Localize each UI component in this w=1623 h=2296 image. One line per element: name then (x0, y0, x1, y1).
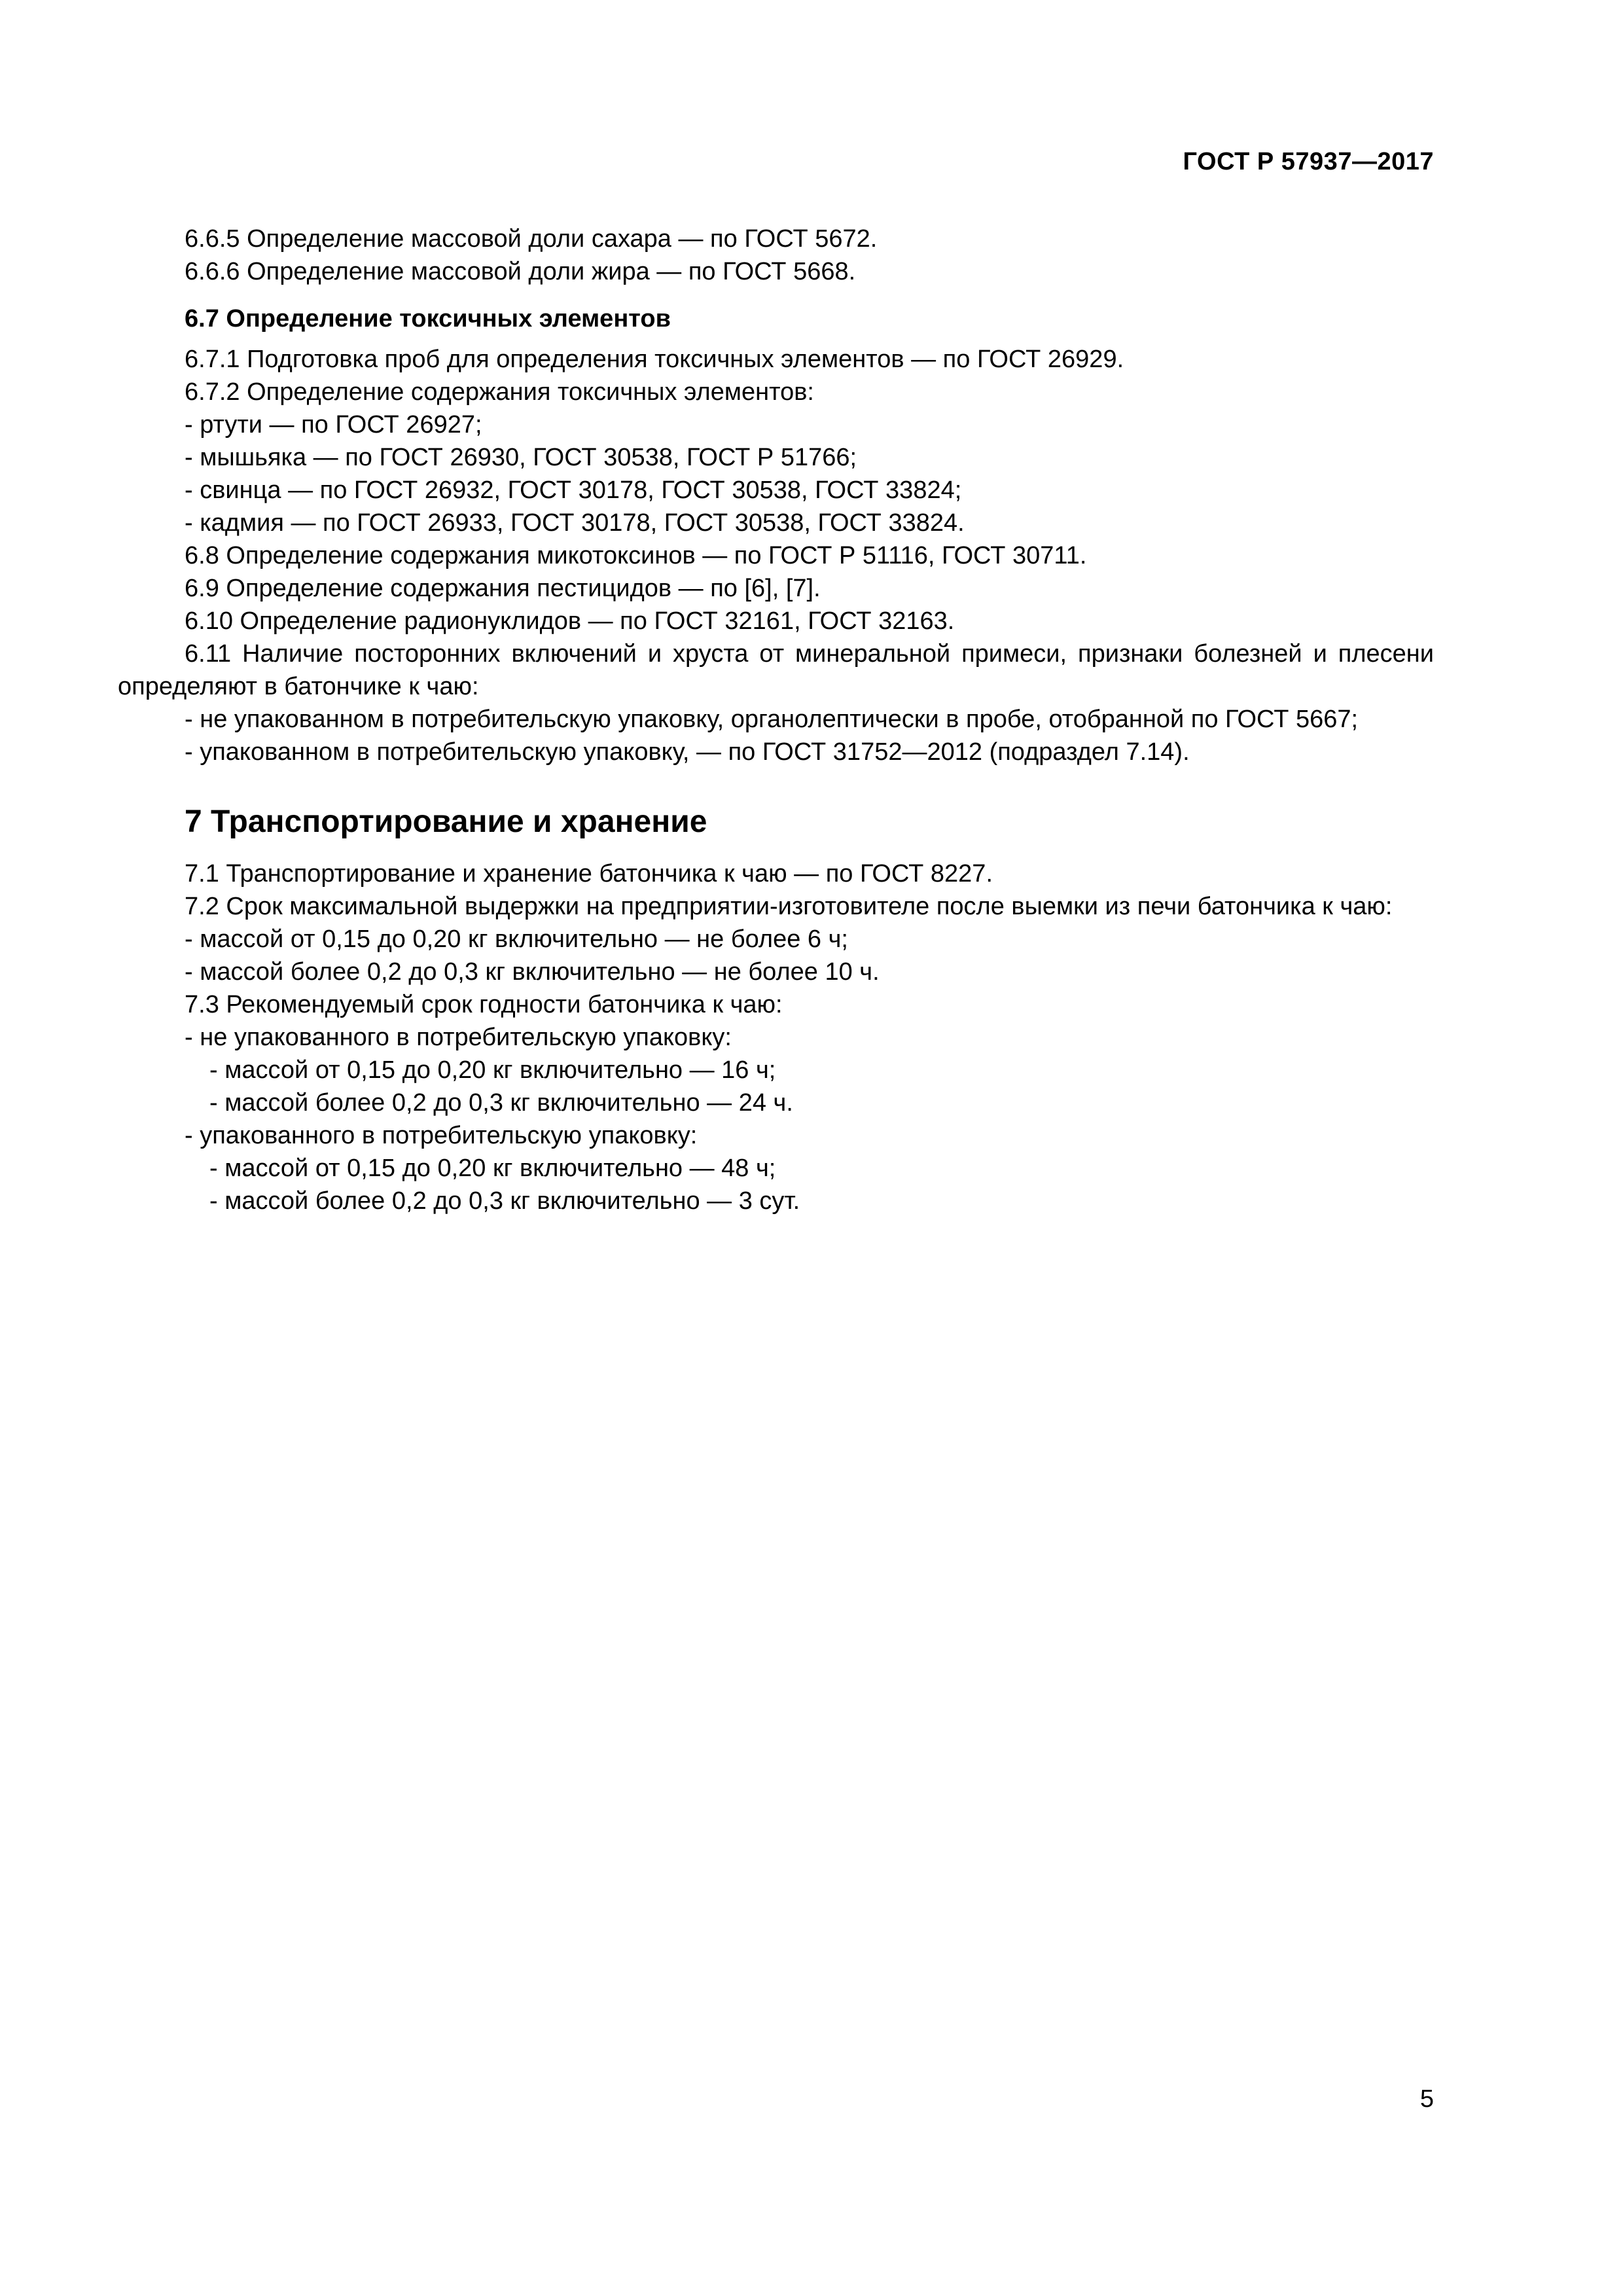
list-item-arsenic: - мышьяка — по ГОСТ 26930, ГОСТ 30538, ГОСТ Р 51766; (185, 444, 857, 471)
list-item-7-3-packed-heavy: - массой более 0,2 до 0,3 кг включительно — 3 сут. (209, 1187, 800, 1215)
paragraph-6-7-2: 6.7.2 Определение содержания токсичных элементов: (185, 378, 814, 406)
list-item-mercury: - ртути — по ГОСТ 26927; (185, 411, 482, 439)
section-heading-7: 7 Транспортирование и хранение (185, 804, 707, 839)
list-item-7-3-packed: - упакованного в потребительскую упаковку: (185, 1122, 698, 1149)
page-number: 5 (1419, 2085, 1434, 2113)
paragraph-6-8: 6.8 Определение содержания микотоксинов — по ГОСТ Р 51116, ГОСТ 30711. (185, 542, 1087, 569)
paragraph-6-6-6: 6.6.6 Определение массовой доли жира — по ГОСТ 5668. (185, 258, 856, 285)
document-body (118, 223, 1434, 1217)
list-item-6-11-unpacked: - не упакованном в потребительскую упаковку, органолептически в пробе, отобранной по ГОСТ 5667; (185, 706, 1359, 733)
subheading-6-7: 6.7 Определение токсичных элементов (185, 305, 671, 332)
list-item-7-3-unpacked: - не упакованного в потребительскую упаковку: (185, 1024, 732, 1051)
paragraph-6-7-1: 6.7.1 Подготовка проб для определения токсичных элементов — по ГОСТ 26929. (185, 346, 1124, 373)
list-item-7-3-packed-light: - массой от 0,15 до 0,20 кг включительно — 48 ч; (209, 1155, 776, 1182)
standard-code-header: ГОСТ Р 57937—2017 (1183, 148, 1434, 175)
paragraph-6-10: 6.10 Определение радионуклидов — по ГОСТ 32161, ГОСТ 32163. (185, 607, 955, 635)
paragraph-6-11: 6.11 Наличие посторонних включений и хруста от минеральной примеси, признаки болезней и плесени определяют в батончике к чаю: (118, 640, 1434, 700)
list-item-7-3-unpacked-heavy: - массой более 0,2 до 0,3 кг включительно — 24 ч. (209, 1089, 793, 1117)
list-item-cadmium: - кадмия — по ГОСТ 26933, ГОСТ 30178, ГОСТ 30538, ГОСТ 33824. (185, 509, 965, 537)
paragraph-7-1: 7.1 Транспортирование и хранение батончика к чаю — по ГОСТ 8227. (185, 860, 993, 888)
paragraph-6-6-5: 6.6.5 Определение массовой доли сахара — по ГОСТ 5672. (185, 225, 878, 253)
list-item-7-2-heavy: - массой более 0,2 до 0,3 кг включительно — не более 10 ч. (185, 958, 880, 986)
paragraph-6-9: 6.9 Определение содержания пестицидов — по [6], [7]. (185, 575, 821, 602)
paragraph-7-3: 7.3 Рекомендуемый срок годности батончика к чаю: (185, 991, 783, 1018)
list-item-6-11-packed: - упакованном в потребительскую упаковку, — по ГОСТ 31752—2012 (подраздел 7.14). (185, 738, 1190, 766)
paragraph-7-2: 7.2 Срок максимальной выдержки на предприятии-изготовителе после выемки из печи батончика к чаю: (185, 893, 1393, 920)
list-item-7-3-unpacked-light: - массой от 0,15 до 0,20 кг включительно — 16 ч; (209, 1056, 776, 1084)
list-item-7-2-light: - массой от 0,15 до 0,20 кг включительно — не более 6 ч; (185, 925, 848, 953)
list-item-lead: - свинца — по ГОСТ 26932, ГОСТ 30178, ГОСТ 30538, ГОСТ 33824; (185, 476, 962, 504)
